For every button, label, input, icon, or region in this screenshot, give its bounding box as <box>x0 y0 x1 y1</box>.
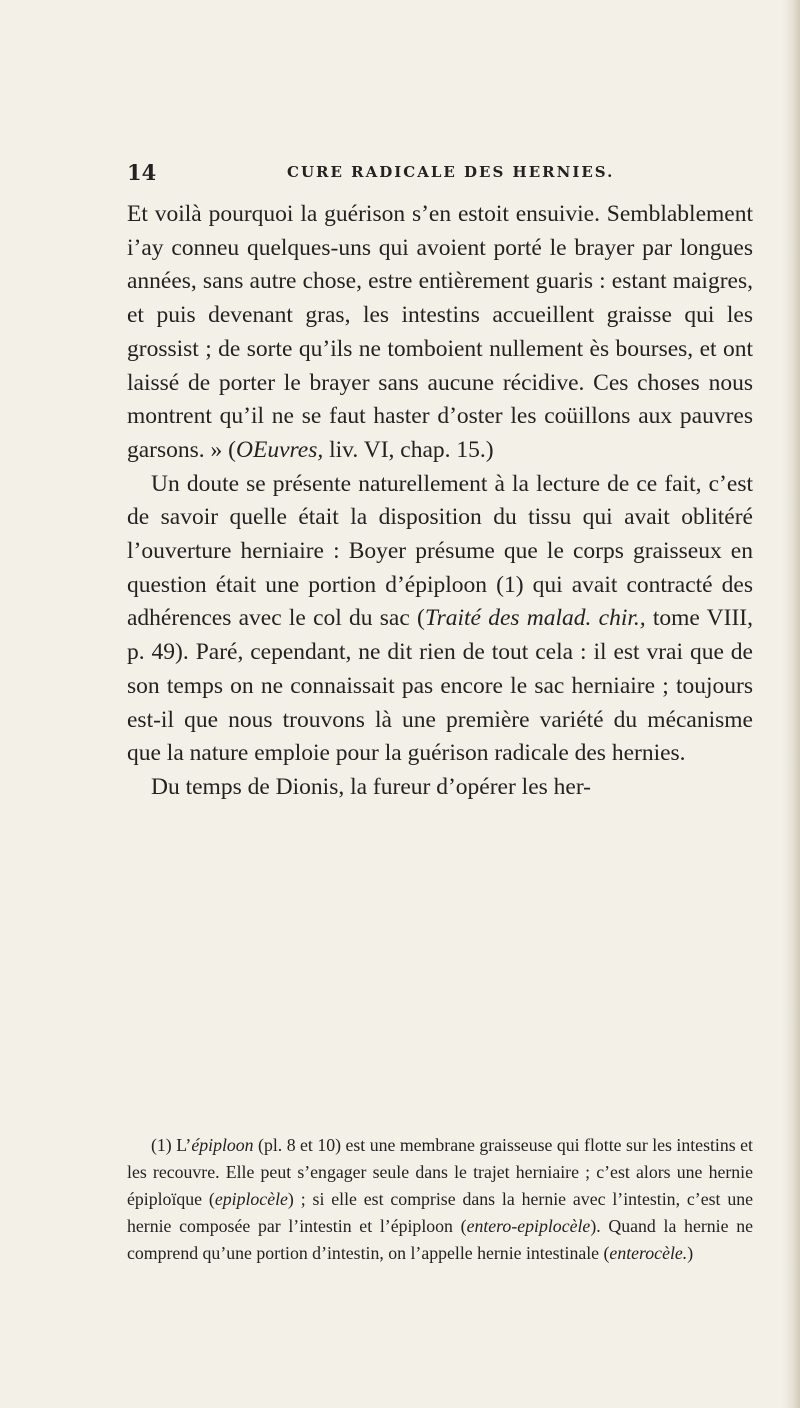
page-edge-shadow <box>782 0 800 1408</box>
footnotes <box>127 1132 753 1267</box>
body-text <box>127 198 753 805</box>
running-title: CURE RADICALE DES HERNIES. <box>287 163 615 181</box>
work-title: Traité des malad. chir., <box>424 605 646 632</box>
paragraph-2: Un doute se présente naturellement à la lecture de ce fait, c’est de savoir quelle était la disposition du tissu qui avait oblitéré l’ouverture herniaire : Boyer présume que le corps graisseux en question était une portion d’épiploon (1) qui avait contracté des adhérences avec le col du sac (Traité des malad. chir., tome VIII, p. 49). Paré, cependant, ne dit rien de tout cela : il est vrai que de son temps on ne connaissait pas encore le sac herniaire ; toujours est-il que nous trouvons là une première variété du mécanisme que la nature emploie pour la guérison radicale des hernies. <box>127 470 753 767</box>
paragraph-3: Du temps de Dionis, la fureur d’opérer les her- <box>151 773 592 800</box>
page-number: 14 <box>127 160 157 185</box>
paragraph-1: Et voilà pourquoi la guérison s’en estoit ensuivie. Semblablement i’ay conneu quelques-uns qui avoient porté le brayer par longues années, sans autre chose, estre entièrement guaris : estant maigres, et puis devenant gras, les intestins accueillent graisse qui les grossist ; de sorte qu’ils ne tomboient nullement ès bourses, et ont laissé de porter le brayer sans aucune récidive. Ces choses nous montrent qu’il ne se faut haster d’oster les coüillons aux pauvres garsons. » (OEuvres, liv. VI, chap. 15.) <box>127 201 753 463</box>
work-title: OEuvres, <box>236 436 324 463</box>
page-header <box>127 160 752 186</box>
footnote-1: (1) L’épiploon (pl. 8 et 10) est une membrane graisseuse qui flotte sur les intestins et les recouvre. Elle peut s’engager seule dans le trajet herniaire ; c’est alors une hernie épiploïque (epiplocèle) ; si elle est comprise dans la hernie avec l’intestin, c’est une hernie composée par l’intestin et l’épiploon (entero-epiplocèle). Quand la hernie ne comprend qu’une portion d’intestin, on l’appelle hernie intestinale (enterocèle.) <box>127 1135 753 1263</box>
